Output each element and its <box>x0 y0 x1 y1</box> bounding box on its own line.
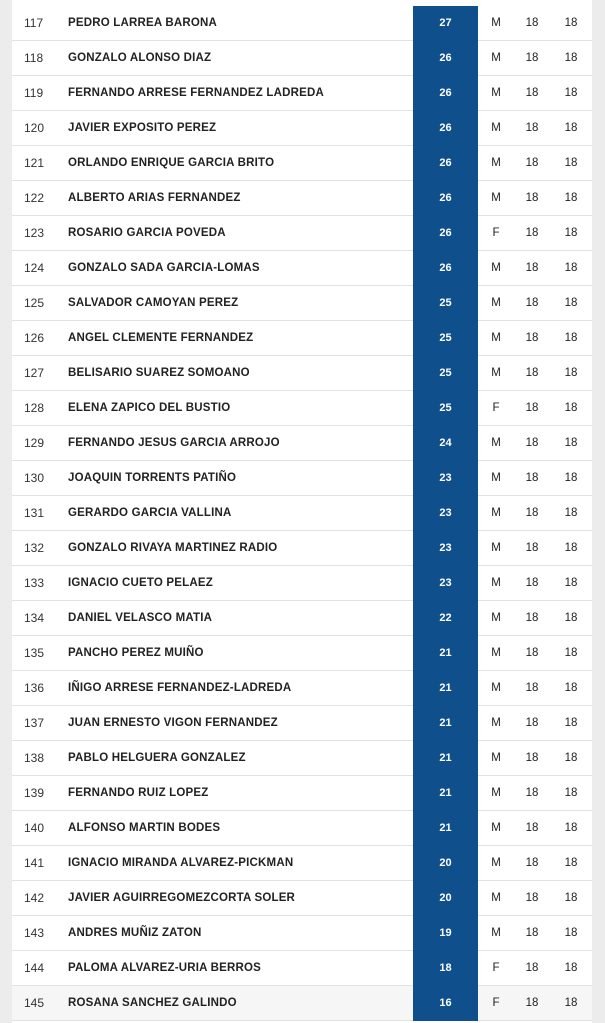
value-cell-1: 18 <box>525 437 539 449</box>
table-row <box>12 566 592 601</box>
value-cell-2: 18 <box>564 717 578 729</box>
position-cell: 123 <box>24 226 45 240</box>
sex-cell: M <box>491 122 501 134</box>
value-cell-1: 18 <box>525 402 539 414</box>
score-cell: 21 <box>413 671 478 706</box>
score-cell: 23 <box>413 496 478 531</box>
value-cell-1: 18 <box>525 857 539 869</box>
player-name-cell: DANIEL VELASCO MATIA <box>68 612 213 624</box>
table-row <box>12 671 592 706</box>
position-cell: 126 <box>24 331 45 345</box>
score-cell: 23 <box>413 566 478 601</box>
table-row <box>12 426 592 461</box>
position-cell: 128 <box>24 401 45 415</box>
position-cell: 117 <box>24 16 44 30</box>
table-row <box>12 461 592 496</box>
value-cell-1: 18 <box>525 472 539 484</box>
value-cell-2: 18 <box>564 332 578 344</box>
value-cell-2: 18 <box>564 157 578 169</box>
value-cell-1: 18 <box>525 157 539 169</box>
position-cell: 129 <box>24 436 45 450</box>
position-cell: 140 <box>24 821 45 835</box>
sex-cell: M <box>491 682 501 694</box>
ranking-table <box>12 0 592 1023</box>
sex-cell: M <box>491 367 501 379</box>
table-row <box>12 286 592 321</box>
score-cell: 16 <box>413 986 478 1021</box>
player-name-cell: ANGEL CLEMENTE FERNANDEZ <box>68 332 254 344</box>
sex-cell: F <box>492 402 500 414</box>
value-cell-1: 18 <box>525 367 539 379</box>
value-cell-1: 18 <box>525 192 539 204</box>
value-cell-1: 18 <box>525 262 539 274</box>
value-cell-2: 18 <box>564 367 578 379</box>
position-cell: 121 <box>24 156 45 170</box>
score-cell: 18 <box>413 951 478 986</box>
table-row <box>12 356 592 391</box>
score-cell: 26 <box>413 111 478 146</box>
position-cell: 124 <box>24 261 45 275</box>
table-row <box>12 916 592 951</box>
table-row <box>12 216 592 251</box>
value-cell-2: 18 <box>564 542 578 554</box>
player-name-cell: ROSANA SANCHEZ GALINDO <box>68 997 237 1009</box>
table-row <box>12 601 592 636</box>
position-cell: 122 <box>24 191 45 205</box>
score-cell: 26 <box>413 41 478 76</box>
sex-cell: M <box>491 857 501 869</box>
value-cell-2: 18 <box>564 17 578 29</box>
value-cell-2: 18 <box>564 227 578 239</box>
player-name-cell: JAVIER EXPOSITO PEREZ <box>68 122 217 134</box>
value-cell-1: 18 <box>525 612 539 624</box>
position-cell: 133 <box>24 576 45 590</box>
table-row <box>12 6 592 41</box>
sex-cell: M <box>491 612 501 624</box>
table-row <box>12 986 592 1021</box>
score-cell: 27 <box>413 6 478 41</box>
score-cell: 23 <box>413 461 478 496</box>
sex-cell: M <box>491 647 501 659</box>
position-cell: 139 <box>24 786 45 800</box>
player-name-cell: ALBERTO ARIAS FERNANDEZ <box>68 192 241 204</box>
player-name-cell: FERNANDO JESUS GARCIA ARROJO <box>68 437 280 449</box>
value-cell-1: 18 <box>525 52 539 64</box>
position-cell: 131 <box>24 506 45 520</box>
position-cell: 136 <box>24 681 45 695</box>
sex-cell: M <box>491 297 501 309</box>
sex-cell: M <box>491 927 501 939</box>
sex-cell: M <box>491 752 501 764</box>
value-cell-2: 18 <box>564 857 578 869</box>
table-row <box>12 741 592 776</box>
table-row <box>12 181 592 216</box>
table-row <box>12 111 592 146</box>
score-cell: 22 <box>413 601 478 636</box>
sex-cell: M <box>491 87 501 99</box>
player-name-cell: ANDRES MUÑIZ ZATON <box>68 927 202 939</box>
sex-cell: F <box>492 962 500 974</box>
score-cell: 25 <box>413 321 478 356</box>
position-cell: 118 <box>24 51 44 65</box>
value-cell-1: 18 <box>525 507 539 519</box>
player-name-cell: FERNANDO ARRESE FERNANDEZ LADREDA <box>68 87 324 99</box>
player-name-cell: IGNACIO CUETO PELAEZ <box>68 577 213 589</box>
position-cell: 125 <box>24 296 45 310</box>
table-row <box>12 706 592 741</box>
score-cell: 20 <box>413 846 478 881</box>
table-row <box>12 321 592 356</box>
value-cell-1: 18 <box>525 577 539 589</box>
position-cell: 135 <box>24 646 45 660</box>
value-cell-2: 18 <box>564 122 578 134</box>
player-name-cell: ELENA ZAPICO DEL BUSTIO <box>68 402 231 414</box>
sex-cell: M <box>491 52 501 64</box>
value-cell-1: 18 <box>525 227 539 239</box>
value-cell-2: 18 <box>564 577 578 589</box>
table-row <box>12 811 592 846</box>
position-cell: 120 <box>24 121 45 135</box>
player-name-cell: IGNACIO MIRANDA ALVAREZ-PICKMAN <box>68 857 294 869</box>
value-cell-2: 18 <box>564 472 578 484</box>
sex-cell: M <box>491 577 501 589</box>
table-row <box>12 951 592 986</box>
sex-cell: M <box>491 437 501 449</box>
player-name-cell: BELISARIO SUAREZ SOMOANO <box>68 367 250 379</box>
score-cell: 25 <box>413 286 478 321</box>
sex-cell: M <box>491 542 501 554</box>
value-cell-1: 18 <box>525 682 539 694</box>
score-cell: 19 <box>413 916 478 951</box>
position-cell: 137 <box>24 716 45 730</box>
value-cell-2: 18 <box>564 262 578 274</box>
position-cell: 127 <box>24 366 45 380</box>
table-row <box>12 846 592 881</box>
value-cell-2: 18 <box>564 682 578 694</box>
player-name-cell: ROSARIO GARCIA POVEDA <box>68 227 226 239</box>
score-cell: 21 <box>413 741 478 776</box>
sex-cell: M <box>491 262 501 274</box>
position-cell: 145 <box>24 996 45 1010</box>
player-name-cell: GONZALO ALONSO DIAZ <box>68 52 212 64</box>
player-name-cell: IÑIGO ARRESE FERNANDEZ-LADREDA <box>68 682 292 694</box>
value-cell-2: 18 <box>564 892 578 904</box>
player-name-cell: ORLANDO ENRIQUE GARCIA BRITO <box>68 157 275 169</box>
player-name-cell: GONZALO SADA GARCIA-LOMAS <box>68 262 260 274</box>
player-name-cell: GERARDO GARCIA VALLINA <box>68 507 232 519</box>
score-cell: 26 <box>413 251 478 286</box>
player-name-cell: ALFONSO MARTIN BODES <box>68 822 221 834</box>
table-row <box>12 391 592 426</box>
value-cell-2: 18 <box>564 612 578 624</box>
score-cell: 21 <box>413 811 478 846</box>
score-cell: 21 <box>413 776 478 811</box>
value-cell-1: 18 <box>525 717 539 729</box>
value-cell-1: 18 <box>525 892 539 904</box>
position-cell: 132 <box>24 541 45 555</box>
table-row <box>12 881 592 916</box>
score-cell: 20 <box>413 881 478 916</box>
value-cell-2: 18 <box>564 787 578 799</box>
score-cell: 23 <box>413 531 478 566</box>
value-cell-1: 18 <box>525 542 539 554</box>
value-cell-2: 18 <box>564 962 578 974</box>
value-cell-1: 18 <box>525 822 539 834</box>
sex-cell: M <box>491 157 501 169</box>
value-cell-1: 18 <box>525 87 539 99</box>
value-cell-2: 18 <box>564 437 578 449</box>
score-cell: 26 <box>413 181 478 216</box>
score-cell: 26 <box>413 146 478 181</box>
sex-cell: M <box>491 717 501 729</box>
value-cell-1: 18 <box>525 122 539 134</box>
score-cell: 25 <box>413 391 478 426</box>
score-cell: 25 <box>413 356 478 391</box>
player-name-cell: FERNANDO RUIZ LOPEZ <box>68 787 209 799</box>
value-cell-1: 18 <box>525 927 539 939</box>
table-row <box>12 146 592 181</box>
table-row <box>12 496 592 531</box>
value-cell-2: 18 <box>564 927 578 939</box>
sex-cell: M <box>491 892 501 904</box>
position-cell: 144 <box>24 961 45 975</box>
value-cell-1: 18 <box>525 787 539 799</box>
position-cell: 138 <box>24 751 45 765</box>
value-cell-2: 18 <box>564 52 578 64</box>
sex-cell: M <box>491 822 501 834</box>
table-row <box>12 251 592 286</box>
score-cell: 21 <box>413 636 478 671</box>
value-cell-1: 18 <box>525 297 539 309</box>
player-name-cell: SALVADOR CAMOYAN PEREZ <box>68 297 239 309</box>
score-cell: 26 <box>413 76 478 111</box>
player-name-cell: JOAQUIN TORRENTS PATIÑO <box>68 472 237 484</box>
player-name-cell: GONZALO RIVAYA MARTINEZ RADIO <box>68 542 278 554</box>
player-name-cell: JUAN ERNESTO VIGON FERNANDEZ <box>68 717 278 729</box>
sex-cell: M <box>491 192 501 204</box>
position-cell: 143 <box>24 926 45 940</box>
sex-cell: F <box>492 997 500 1009</box>
value-cell-2: 18 <box>564 822 578 834</box>
sex-cell: F <box>492 227 500 239</box>
sex-cell: M <box>491 507 501 519</box>
value-cell-2: 18 <box>564 647 578 659</box>
sex-cell: M <box>491 472 501 484</box>
value-cell-1: 18 <box>525 332 539 344</box>
table-row <box>12 76 592 111</box>
value-cell-2: 18 <box>564 507 578 519</box>
sex-cell: M <box>491 787 501 799</box>
table-row <box>12 41 592 76</box>
table-row <box>12 776 592 811</box>
table-row <box>12 636 592 671</box>
player-name-cell: PANCHO PEREZ MUIÑO <box>68 647 204 659</box>
player-name-cell: PALOMA ALVAREZ-URIA BERROS <box>68 962 262 974</box>
value-cell-2: 18 <box>564 402 578 414</box>
player-name-cell: PABLO HELGUERA GONZALEZ <box>68 752 246 764</box>
score-cell: 24 <box>413 426 478 461</box>
value-cell-2: 18 <box>564 297 578 309</box>
player-name-cell: PEDRO LARREA BARONA <box>68 17 218 29</box>
position-cell: 119 <box>24 86 44 100</box>
score-cell: 26 <box>413 216 478 251</box>
score-cell: 21 <box>413 706 478 741</box>
value-cell-2: 18 <box>564 997 578 1009</box>
value-cell-1: 18 <box>525 752 539 764</box>
value-cell-2: 18 <box>564 752 578 764</box>
value-cell-1: 18 <box>525 997 539 1009</box>
table-row <box>12 531 592 566</box>
value-cell-2: 18 <box>564 192 578 204</box>
position-cell: 141 <box>24 856 45 870</box>
position-cell: 134 <box>24 611 45 625</box>
value-cell-1: 18 <box>525 647 539 659</box>
sex-cell: M <box>491 17 501 29</box>
value-cell-1: 18 <box>525 17 539 29</box>
player-name-cell: JAVIER AGUIRREGOMEZCORTA SOLER <box>68 892 296 904</box>
value-cell-1: 18 <box>525 962 539 974</box>
value-cell-2: 18 <box>564 87 578 99</box>
sex-cell: M <box>491 332 501 344</box>
position-cell: 130 <box>24 471 45 485</box>
position-cell: 142 <box>24 891 45 905</box>
